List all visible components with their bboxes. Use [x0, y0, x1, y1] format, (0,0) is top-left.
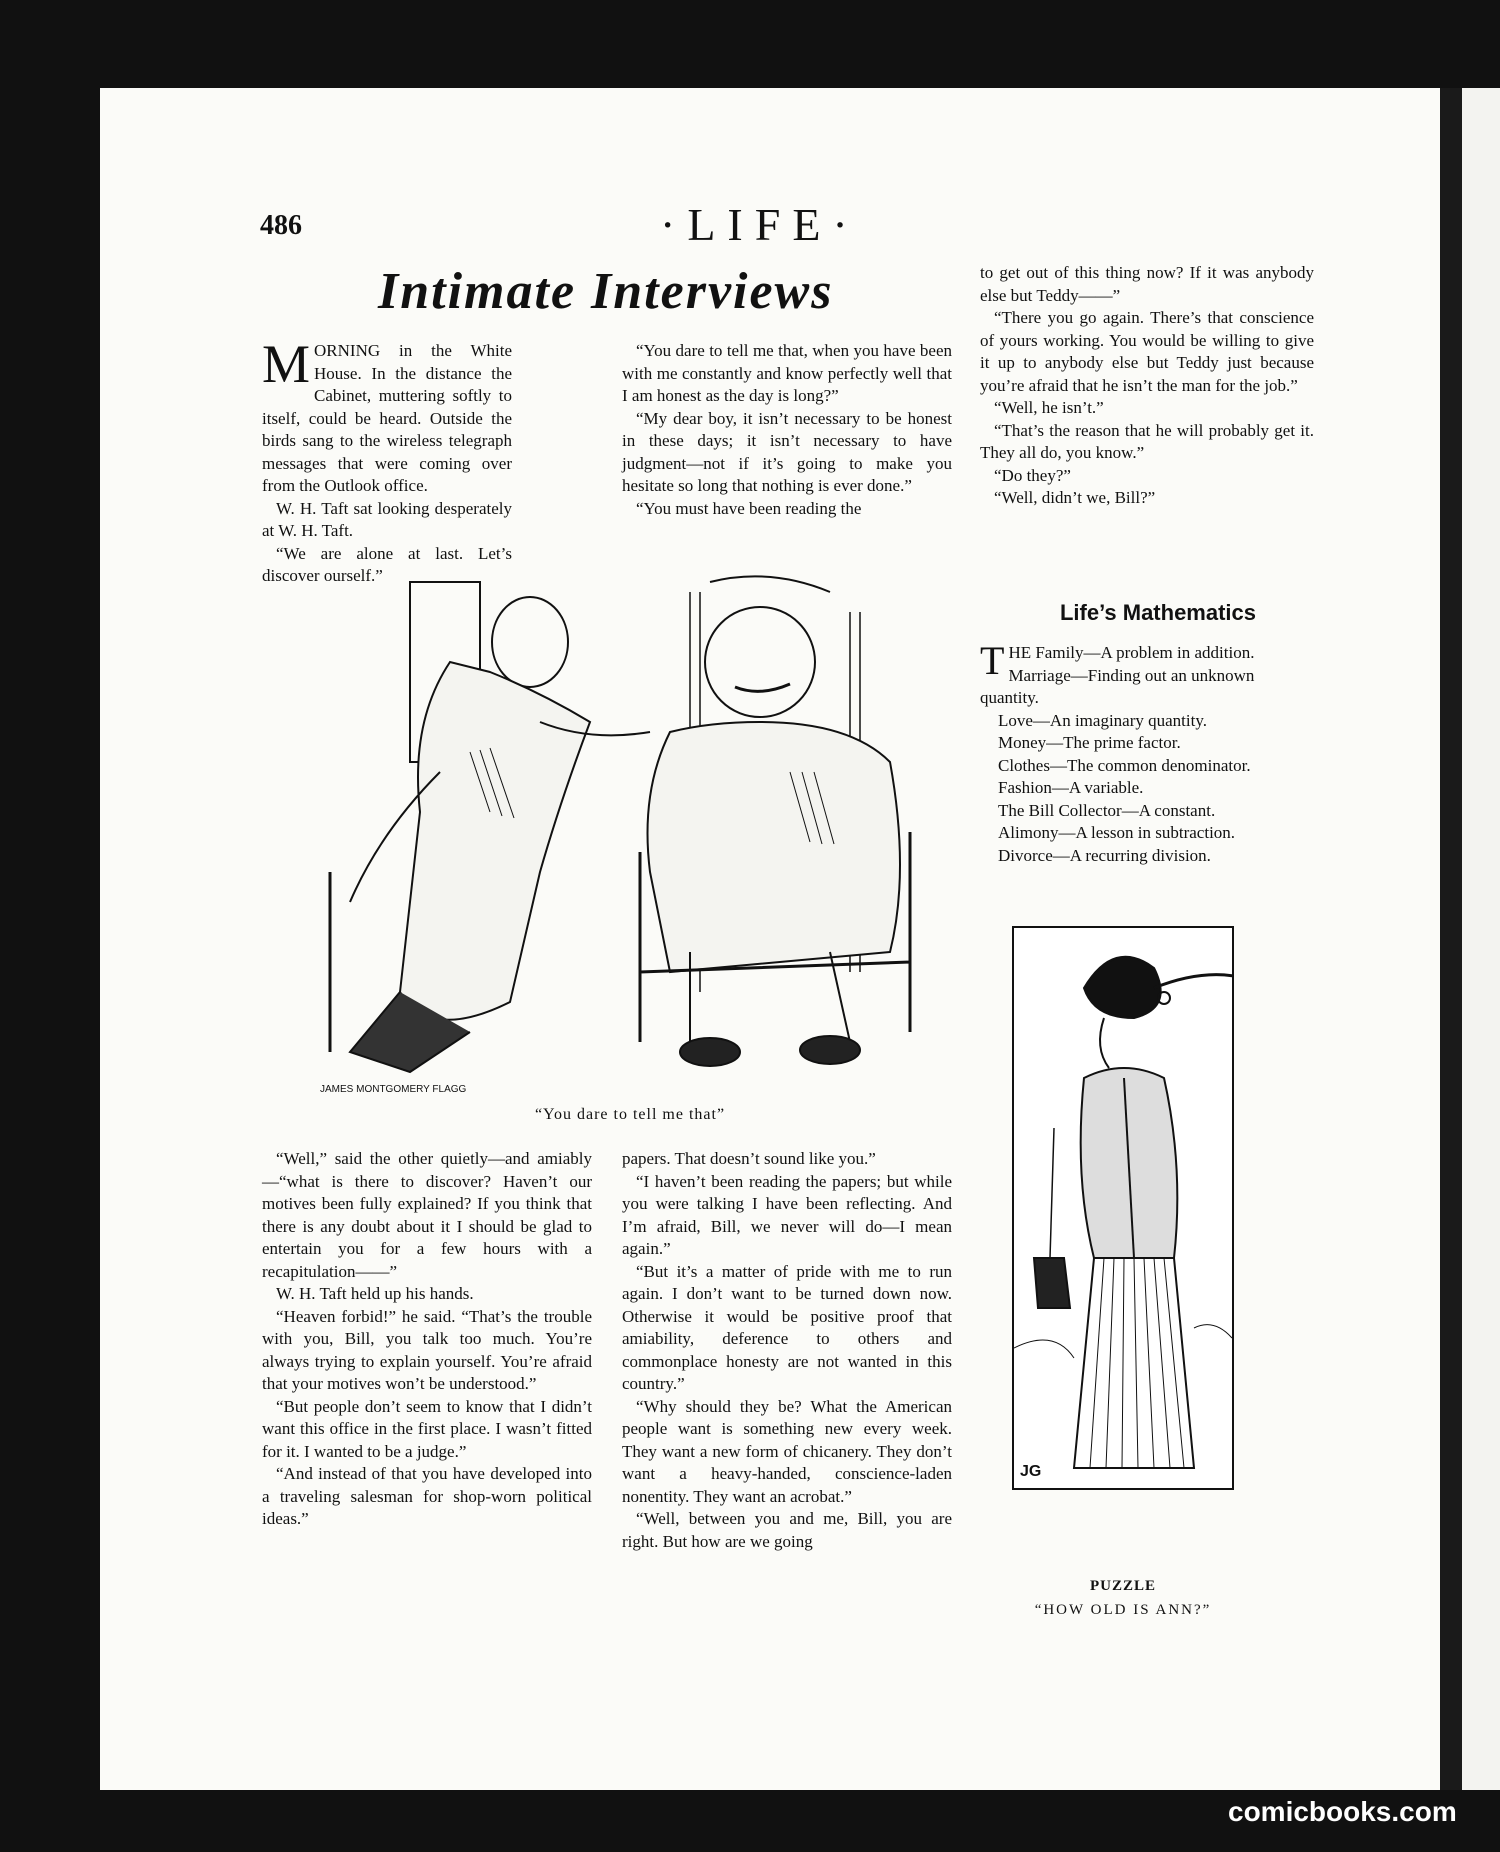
page-number: 486 — [260, 210, 302, 241]
paragraph: “But it’s a matter of pride with me to run again. I don’t want to be turned down now. Otherwise it would be positive proof that amiability, deference to others and commonplace honesty are not wanted in this country.” — [622, 1261, 952, 1393]
paragraph: “That’s the reason that he will probably get it. They all do, you know.” — [980, 420, 1314, 462]
artist-monogram: JG — [1020, 1463, 1042, 1480]
paragraph: W. H. Taft sat looking desperately at W. H. Taft. — [262, 498, 512, 540]
article-column-1-top — [262, 334, 512, 588]
paragraph: “You must have been reading the — [636, 498, 862, 518]
paragraph: “Do they?” — [994, 465, 1071, 485]
paragraph: “There you go again. There’s that conscience of yours working. You would be willing to give it up to anybody else but Teddy just because you’re afraid that he isn’t the man for the job.” — [980, 308, 1314, 395]
puzzle-illustration — [1012, 926, 1234, 1490]
mathematics-heading: Life’s Mathematics — [1059, 600, 1257, 625]
paragraph: “Well, he isn’t.” — [994, 398, 1104, 417]
next-page-strip — [1462, 88, 1500, 1790]
math-line: Marriage—Finding out an unknown quantity. — [980, 665, 1255, 707]
paragraph: “Why should they be? What the American people want is something new every week. They want a new form of chicanery. They don’t want a heavy-handed, conscience-laden nonentity. They want an acrobat.” — [622, 1396, 952, 1506]
paragraph: “We are alone at last. Let’s discover ourself.” — [262, 543, 512, 585]
illustration-caption: “You dare to tell me that” — [534, 1106, 726, 1123]
page-edge-shadow — [1440, 88, 1462, 1790]
drop-cap: M — [262, 334, 311, 394]
paragraph: “I haven’t been reading the papers; but while you were talking I have been reflecting. And I’m afraid, Bill, we never will do—I mean again.” — [622, 1171, 952, 1258]
paragraph: “You dare to tell me that, when you have been with me constantly and know perfectly well that I am honest as the day is long?” — [622, 341, 952, 405]
paragraph: “And instead of that you have developed into a traveling salesman for shop-worn political ideas.” — [262, 1464, 592, 1528]
paragraph: “Well, between you and me, Bill, you are right. But how are we going — [622, 1509, 952, 1551]
puzzle-title: PUZZLE — [1089, 1578, 1156, 1594]
mathematics-list — [980, 638, 1314, 867]
paragraph: papers. That doesn’t sound like you.” — [622, 1149, 876, 1168]
paragraph: “My dear boy, it isn’t necessary to be honest in these days; it isn’t necessary to have judgment—not if it’s going to make you hesitate so long that nothing is ever done.” — [622, 408, 952, 495]
article-column-2-bottom — [622, 1148, 952, 1553]
math-line: Alimony—A lesson in subtraction. — [998, 823, 1236, 842]
paragraph: “Heaven forbid!” he said. “That’s the trouble with you, Bill, you talk too much. You’re always trying to explain yourself. You’re afraid that your motives won’t be understood.” — [262, 1306, 592, 1393]
taft-illustration — [290, 572, 970, 1102]
article-column-3-top — [980, 262, 1314, 510]
paragraph: to get out of this thing now? If it was anybody else but Teddy——” — [980, 263, 1314, 305]
watermark: comicbooks.com — [1228, 1796, 1457, 1827]
seated-man-head — [705, 607, 815, 717]
math-line: Love—An imaginary quantity. — [998, 710, 1207, 730]
math-line: Money—The prime factor. — [998, 733, 1181, 752]
illustration-signature: JAMES MONTGOMERY FLAGG — [320, 1084, 467, 1095]
paragraph: “But people don’t seem to know that I didn’t want this office in the first place. I wasn’t fitted for it. I wanted to be a judge.” — [262, 1396, 592, 1461]
paragraph: “Well, didn’t we, Bill?” — [994, 488, 1156, 507]
paragraph: W. H. Taft held up his hands. — [276, 1284, 474, 1303]
puzzle-caption: “HOW OLD IS ANN?” — [1034, 1602, 1212, 1618]
math-line: The Bill Collector—A constant. — [998, 800, 1216, 820]
article-column-2-top — [622, 340, 952, 520]
article-title: Intimate Interviews — [378, 263, 834, 320]
masthead: ·LIFE· — [660, 199, 860, 250]
standing-man-head — [492, 597, 568, 687]
math-line: Clothes—The common denominator. — [998, 755, 1251, 775]
drop-cap: T — [980, 638, 1005, 683]
article-column-1-bottom — [262, 1148, 592, 1531]
math-line: THE Family—A problem in addition. — [980, 638, 1255, 683]
paragraph: MORNING in the White House. In the distance the Cabinet, muttering softly to itself, could be heard. Outside the birds sang to the wireless telegraph messages that were coming over from the Outlook office. — [262, 334, 512, 495]
paragraph: “Well,” said the other quietly—and amiably—“what is there to discover? Haven’t our motives been fully explained? If you think that there is any doubt about it I should be glad to entertain you for a few hours with a recapitulation——” — [262, 1149, 592, 1281]
math-line: Divorce—A recurring division. — [998, 845, 1211, 865]
math-line: Fashion—A variable. — [998, 778, 1144, 797]
